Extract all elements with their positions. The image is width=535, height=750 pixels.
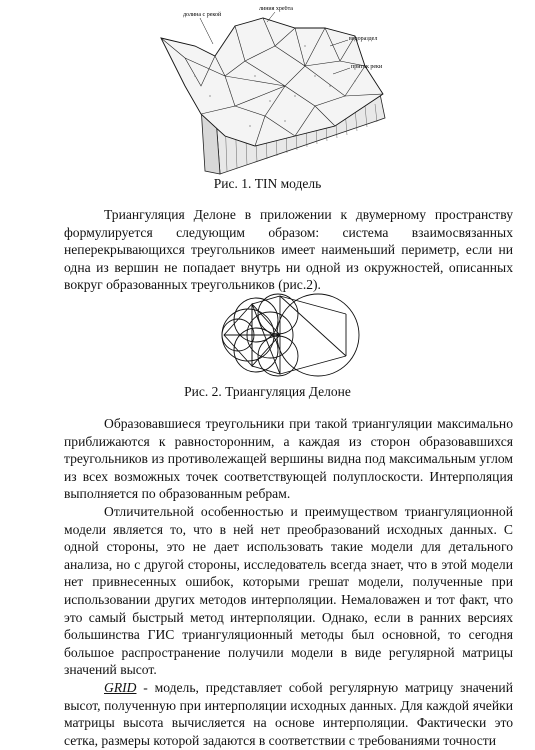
- paragraph-2-text: Образовавшиеся треугольники при такой триангуляции максимально приближаются к равносторонним, а каждая из сторон образовавшихся треугольников из противолежащей вершины видна под максимальным углом из всех возможных точек соответствующей полуплоскости. Интерполяция выполняется по образованным ребрам.: [64, 416, 513, 502]
- paragraph-3-text: Отличительной особенностью и преимуществом триангуляционной модели является то, что в ней нет преобразований исходных данных. С одной стороны, это не дает использовать такие модели для детального анализа, но с другой стороны, исследователь всегда знает, что в этой модели нет привнесенных ошибок, которыми грешат модели, полученные при использовании других методов интерполяции. Немаловажен и тот факт, что это самый быстрый метод интерполяции. Однако, если в ранних версиях большинства ГИС триангуляционный методы был основной, то сегодня большое распространение получили модели в виде регулярной матрицы значений высот.: [64, 503, 513, 678]
- label-valley: долина с рекой: [183, 12, 222, 18]
- figure1-caption: Рис. 1. TIN модель: [213, 176, 322, 191]
- tin-model-drawing: [155, 6, 390, 176]
- label-ridge: линия хребта: [259, 6, 293, 12]
- paragraph-1-text: Триангуляция Делоне в приложении к двумерному пространству формулируется следующим образом: система взаимосвязанных неперекрывающихся треугольников имеет наименьший периметр, если ни одна из вершин не попадает внутрь ни одной из окружностей, описанных вокруг образованных треугольников (рис.2).: [64, 207, 513, 293]
- body-text-block: [64, 415, 513, 749]
- paragraph-delaunay-definition: [64, 206, 513, 294]
- figure-tin-model: [155, 6, 390, 176]
- grid-term: GRID: [104, 679, 137, 695]
- label-tributary: приток реки: [351, 64, 383, 70]
- label-divide: водораздел: [349, 36, 378, 42]
- paragraph-grid: [64, 679, 513, 749]
- figure-delaunay: [218, 292, 378, 378]
- paragraph-4-text: - модель, представляет собой регулярную матрицу значений высот, полученную при интерполяции исходных данных. Для каждой ячейки матрицы высота вычисляется на основе интерполяции. Фактически это сетка, размеры которой задаются в соответствии с требованиями точности: [64, 679, 513, 748]
- figure2-caption: Рис. 2. Триангуляция Делоне: [184, 384, 351, 399]
- delaunay-drawing: [218, 292, 378, 378]
